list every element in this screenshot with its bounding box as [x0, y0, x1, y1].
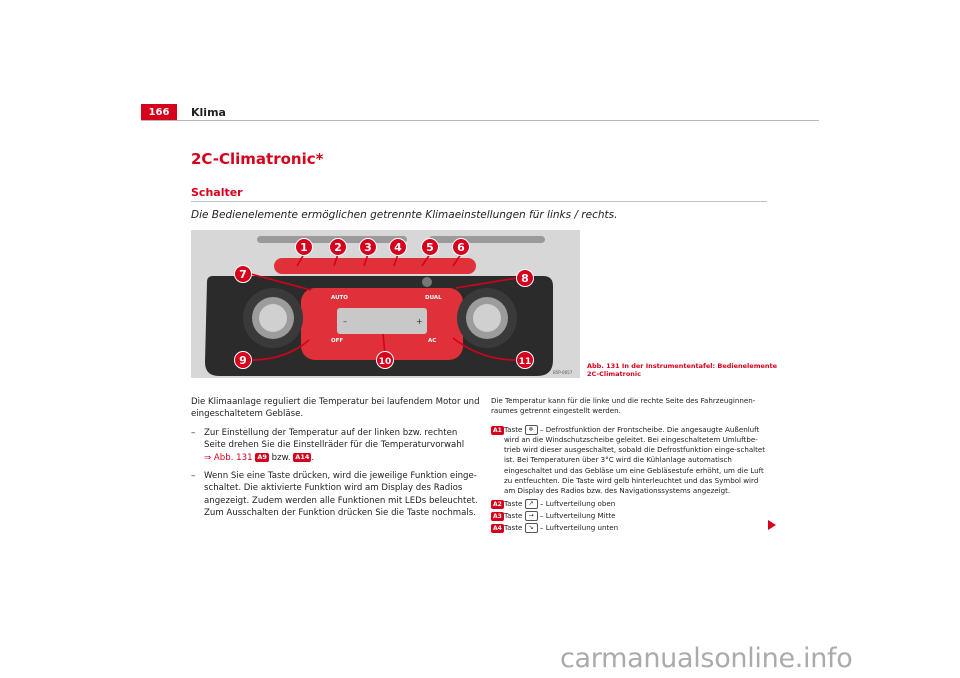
climatronic-figure	[191, 230, 580, 378]
ref-badge: A4	[493, 525, 502, 533]
callout-number-8: 8	[521, 271, 529, 285]
ref-badge: A14	[295, 452, 310, 461]
subsection-divider	[191, 201, 767, 202]
auto-label: AUTO	[331, 295, 348, 301]
air-up-icon: ↗	[525, 499, 538, 509]
right-column	[491, 396, 768, 536]
list-item	[491, 499, 768, 509]
left-intro: Die Klimaanlage reguliert die Temperatur bei laufendem Motor und eingeschaltetem Gebläse.	[191, 397, 480, 420]
left-column	[191, 396, 481, 526]
bullet-text: bzw.	[271, 452, 291, 463]
item-prefix: Taste	[504, 510, 523, 520]
callout-number-11: 11	[518, 356, 532, 367]
sensor	[422, 277, 432, 287]
figure-code: B5P-0657	[553, 370, 573, 375]
bullet-text: Zur Einstellung der Temperatur auf der linken bzw. rechten Seite drehen Sie die Einstellräder für die Temperaturvorwahl	[204, 427, 465, 451]
next-page-arrow-icon[interactable]	[768, 520, 776, 530]
list-item	[491, 425, 768, 497]
watermark: carmanualsonline.info	[560, 643, 853, 674]
right-knob	[457, 288, 517, 348]
list-item	[191, 427, 481, 464]
item-prefix: Taste	[504, 498, 523, 508]
list-item	[491, 511, 768, 521]
ref-badge: A9	[257, 452, 267, 461]
callout-number-2: 2	[334, 240, 342, 254]
callout-number-5: 5	[426, 240, 434, 254]
item-text: – Defrostfunktion der Frontscheibe. Die angesaugte Außenluft wird an die Windschutzscheibe geleitet. Bei eingeschaltetem Umluftbe-trieb wird dieser ausgeschaltet, sobald die Defrostfunktion einge-schaltet ist. Bei Temperaturen über 3°C wird die Kühlanlage automatisch eingeschaltet und das Gebläse um eine Gebläsestufe erhöht, um die Luft zu entfeuchten. Die Taste wird gelb hinterleuchtet und das Symbol wird am Display des Radios bzw. des Navigationssystems angezeigt.	[504, 424, 766, 496]
list-item	[491, 523, 768, 533]
item-prefix: Taste	[504, 523, 523, 533]
bullet-text: Wenn Sie eine Taste drücken, wird die jeweilige Funktion einge-schaltet. Die aktivierte Funktion wird am Display des Radios angezeigt. Zudem werden alle Funktionen mit LEDs beleuchtet. Zum Ausschalten der Funktion drücken Sie die Taste nochmals.	[204, 471, 478, 519]
section-title: 2C-Climatronic*	[191, 150, 324, 168]
figure-link[interactable]: ⇒ Abb. 131	[204, 452, 253, 463]
callout-number-1: 1	[300, 240, 308, 254]
callout-number-7: 7	[239, 267, 247, 281]
bullet-text: .	[311, 452, 315, 463]
ref-badge: A1	[493, 426, 502, 434]
ac-label: AC	[428, 338, 437, 344]
air-middle-icon: →	[525, 511, 538, 521]
vent-slot-right	[429, 236, 545, 243]
fan-minus-label: –	[343, 317, 347, 326]
callout-number-4: 4	[394, 240, 402, 254]
ref-badge: A2	[493, 500, 502, 508]
callout-number-6: 6	[457, 240, 465, 254]
page-number: 166	[141, 104, 177, 121]
top-button-strip	[274, 258, 476, 274]
fan-plus-label: +	[416, 317, 423, 326]
left-knob	[243, 288, 303, 348]
subsection-title: Schalter	[191, 186, 243, 199]
fan-control-bar	[337, 308, 427, 334]
item-text: – Luftverteilung oben	[539, 498, 616, 508]
header-divider	[141, 120, 819, 121]
list-item	[191, 470, 481, 520]
dual-label: DUAL	[425, 295, 442, 301]
callout-number-10: 10	[378, 356, 392, 367]
bullet-dash: –	[191, 427, 196, 438]
off-label: OFF	[331, 338, 344, 344]
item-prefix: Taste	[504, 424, 523, 434]
item-text: – Luftverteilung Mitte	[539, 510, 616, 520]
defrost-icon: ❄	[525, 425, 538, 435]
callout-number-9: 9	[239, 353, 247, 367]
right-intro: Die Temperatur kann für die linke und die rechte Seite des Fahrzeuginnen-raumes getrennt eingestellt werden.	[491, 396, 756, 416]
bullet-dash: –	[191, 471, 196, 482]
figure-caption: Abb. 131 In der Instrumententafel: Bedienelemente 2C-Climatronic	[587, 362, 778, 378]
lead-text: Die Bedienelemente ermöglichen getrennte Klimaeinstellungen für links / rechts.	[191, 209, 618, 221]
chapter-title: Klima	[191, 106, 226, 119]
ref-badge: A3	[493, 512, 502, 520]
item-text: – Luftverteilung unten	[539, 523, 619, 533]
callout-number-3: 3	[364, 240, 372, 254]
air-down-icon: ↘	[525, 523, 538, 533]
